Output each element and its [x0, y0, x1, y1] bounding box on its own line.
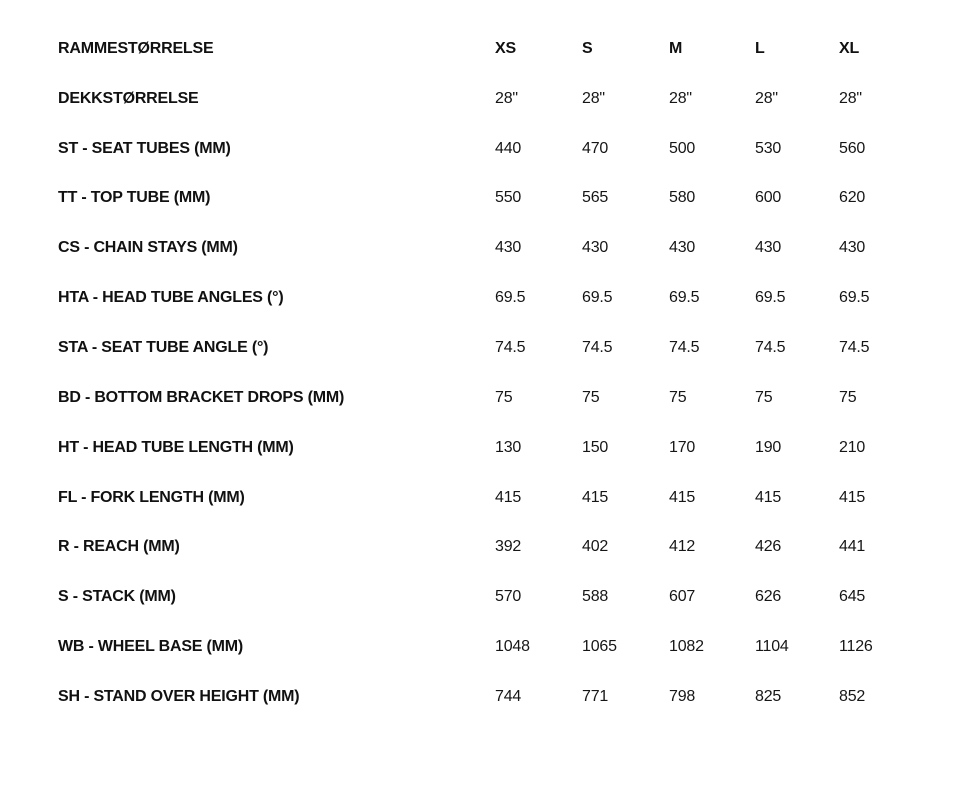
- table-cell: 1104: [755, 638, 789, 656]
- table-cell: 74.5: [839, 338, 870, 356]
- table-row: [58, 622, 938, 672]
- table-cell: 28": [582, 89, 605, 107]
- table-cell: 415: [669, 488, 696, 506]
- row-label: R - REACH (MM): [58, 538, 180, 556]
- table-row: [58, 672, 938, 722]
- table-cell: 28": [755, 89, 778, 107]
- table-cell: 415: [582, 488, 609, 506]
- size-header-xl: XL: [839, 39, 860, 57]
- table-cell: 588: [582, 588, 609, 606]
- table-cell: 430: [839, 239, 866, 257]
- table-cell: 75: [755, 388, 773, 406]
- table-cell: 620: [839, 189, 866, 207]
- row-label: WB - WHEEL BASE (MM): [58, 638, 244, 656]
- table-header-row: [58, 24, 938, 74]
- table-cell: 430: [582, 239, 609, 257]
- table-cell: 402: [582, 538, 609, 556]
- geometry-table: [58, 24, 938, 722]
- table-cell: 560: [839, 139, 866, 157]
- table-cell: 75: [495, 388, 513, 406]
- table-cell: 28": [669, 89, 692, 107]
- table-cell: 798: [669, 687, 696, 705]
- table-cell: 190: [755, 438, 782, 456]
- table-row: [58, 273, 938, 323]
- table-cell: 75: [582, 388, 600, 406]
- table-body: [58, 74, 938, 722]
- table-row: [58, 373, 938, 423]
- table-cell: 1048: [495, 638, 530, 656]
- table-cell: 645: [839, 588, 866, 606]
- table-cell: 500: [669, 139, 696, 157]
- table-cell: 74.5: [755, 338, 786, 356]
- table-cell: 430: [755, 239, 782, 257]
- table-cell: 130: [495, 438, 522, 456]
- table-cell: 412: [669, 538, 696, 556]
- table-cell: 170: [669, 438, 696, 456]
- table-cell: 825: [755, 687, 782, 705]
- row-label: CS - CHAIN STAYS (MM): [58, 239, 238, 257]
- table-cell: 415: [839, 488, 866, 506]
- table-cell: 570: [495, 588, 522, 606]
- table-cell: 1065: [582, 638, 617, 656]
- table-cell: 74.5: [495, 338, 526, 356]
- row-label: TT - TOP TUBE (MM): [58, 189, 211, 207]
- table-cell: 580: [669, 189, 696, 207]
- table-row: [58, 572, 938, 622]
- table-cell: 69.5: [669, 289, 700, 307]
- size-header-xs: XS: [495, 39, 516, 57]
- table-cell: 1126: [839, 638, 873, 656]
- table-cell: 470: [582, 139, 609, 157]
- table-cell: 852: [839, 687, 866, 705]
- table-cell: 74.5: [669, 338, 700, 356]
- table-cell: 565: [582, 189, 609, 207]
- table-cell: 607: [669, 588, 696, 606]
- size-header-m: M: [669, 39, 683, 57]
- row-label: HT - HEAD TUBE LENGTH (MM): [58, 438, 294, 456]
- row-label: SH - STAND OVER HEIGHT (MM): [58, 687, 300, 705]
- table-row: [58, 323, 938, 373]
- table-cell: 69.5: [495, 289, 526, 307]
- table-row: [58, 74, 938, 124]
- table-cell: 441: [839, 538, 866, 556]
- table-cell: 600: [755, 189, 782, 207]
- table-row: [58, 423, 938, 473]
- table-cell: 28": [839, 89, 862, 107]
- table-row: [58, 473, 938, 523]
- row-label: S - STACK (MM): [58, 588, 176, 606]
- table-row: [58, 522, 938, 572]
- table-cell: 1082: [669, 638, 704, 656]
- table-cell: 69.5: [582, 289, 613, 307]
- row-label: FL - FORK LENGTH (MM): [58, 488, 245, 506]
- table-cell: 530: [755, 139, 782, 157]
- row-label: STA - SEAT TUBE ANGLE (°): [58, 338, 269, 356]
- table-row: [58, 174, 938, 224]
- table-cell: 150: [582, 438, 609, 456]
- row-label: HTA - HEAD TUBE ANGLES (°): [58, 289, 284, 307]
- table-row: [58, 124, 938, 174]
- table-cell: 426: [755, 538, 782, 556]
- table-cell: 69.5: [839, 289, 870, 307]
- table-cell: 744: [495, 687, 522, 705]
- table-cell: 626: [755, 588, 782, 606]
- table-cell: 430: [669, 239, 696, 257]
- size-header-l: L: [755, 39, 765, 57]
- table-cell: 75: [839, 388, 857, 406]
- table-cell: 75: [669, 388, 687, 406]
- table-cell: 74.5: [582, 338, 613, 356]
- row-label: BD - BOTTOM BRACKET DROPS (MM): [58, 388, 345, 406]
- table-cell: 210: [839, 438, 866, 456]
- table-cell: 550: [495, 189, 522, 207]
- size-header-s: S: [582, 39, 593, 57]
- table-cell: 392: [495, 538, 522, 556]
- table-cell: 430: [495, 239, 522, 257]
- row-label: ST - SEAT TUBES (MM): [58, 139, 231, 157]
- frame-size-header: RAMMESTØRRELSE: [58, 39, 214, 57]
- table-cell: 440: [495, 139, 522, 157]
- row-label: DEKKSTØRRELSE: [58, 89, 199, 107]
- table-cell: 771: [582, 687, 609, 705]
- table-cell: 415: [755, 488, 782, 506]
- table-cell: 69.5: [755, 289, 786, 307]
- table-row: [58, 223, 938, 273]
- table-cell: 28": [495, 89, 518, 107]
- table-cell: 415: [495, 488, 522, 506]
